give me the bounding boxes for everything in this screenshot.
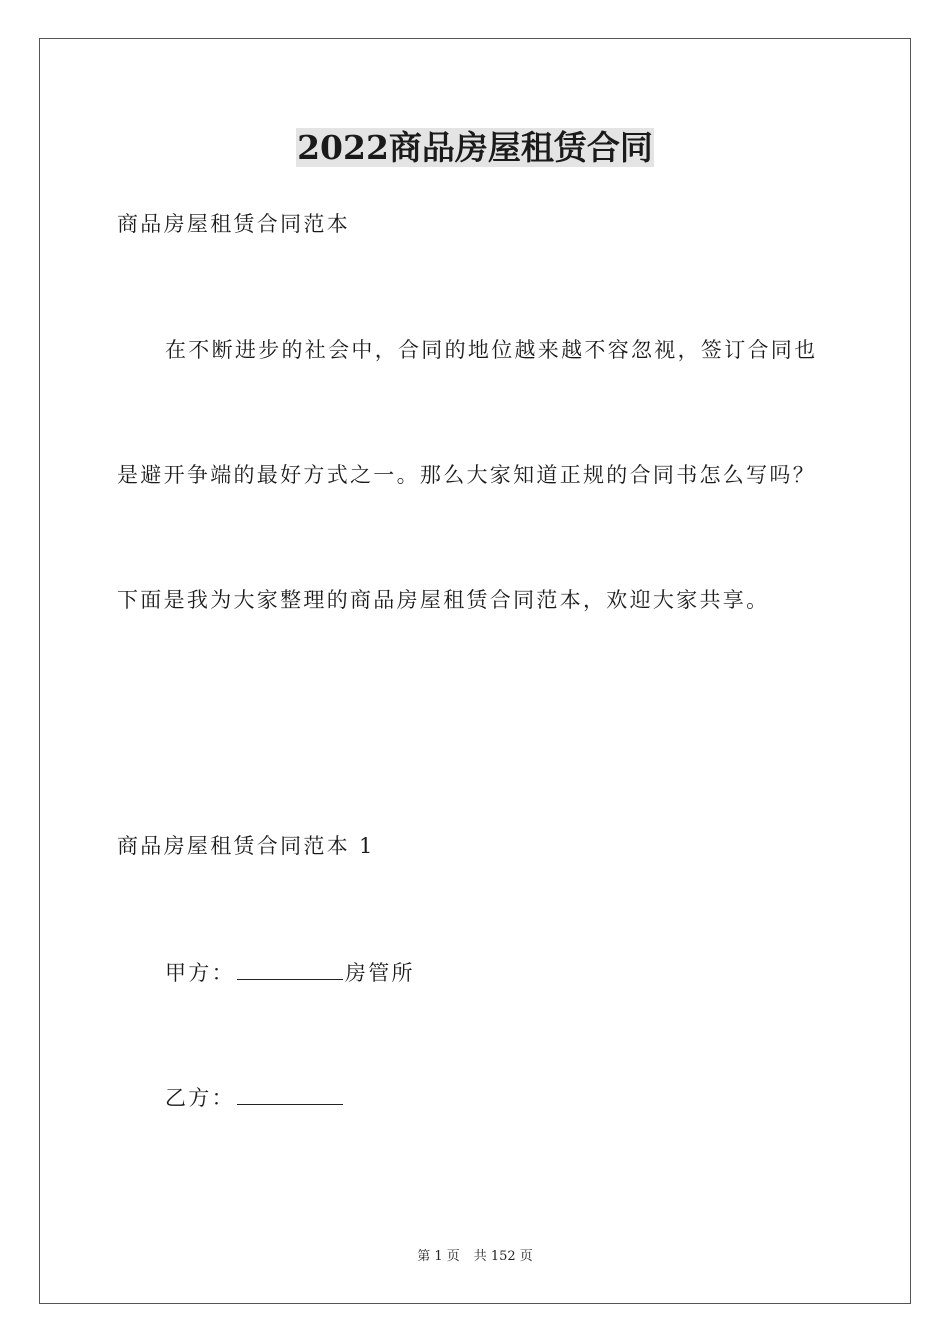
document-title-text: 2022商品房屋租赁合同 <box>297 128 653 167</box>
party-b-line <box>165 1082 345 1113</box>
party-a-blank-field <box>237 957 343 980</box>
party-a-suffix: 房管所 <box>344 961 415 985</box>
page-total: 共 152 页 <box>473 1249 533 1264</box>
party-b-blank-field <box>237 1082 343 1105</box>
section-title: 商品房屋租赁合同范本 1 <box>117 834 375 858</box>
paragraph-line-1: 在不断进步的社会中，合同的地位越来越不容忽视，签订合同也 <box>165 338 818 362</box>
paragraph-line-2: 是避开争端的最好方式之一。那么大家知道正规的合同书怎么写吗？ <box>117 463 816 487</box>
document-subtitle: 商品房屋租赁合同范本 <box>117 212 350 236</box>
page-footer <box>0 1248 950 1266</box>
page-number: 第 1 页 <box>417 1249 460 1264</box>
party-b-label: 乙方： <box>165 1086 235 1110</box>
document-title <box>0 126 950 170</box>
party-a-label: 甲方： <box>165 961 235 985</box>
paragraph-line-3: 下面是我为大家整理的商品房屋租赁合同范本，欢迎大家共享。 <box>117 588 770 612</box>
party-a-line <box>165 957 415 988</box>
